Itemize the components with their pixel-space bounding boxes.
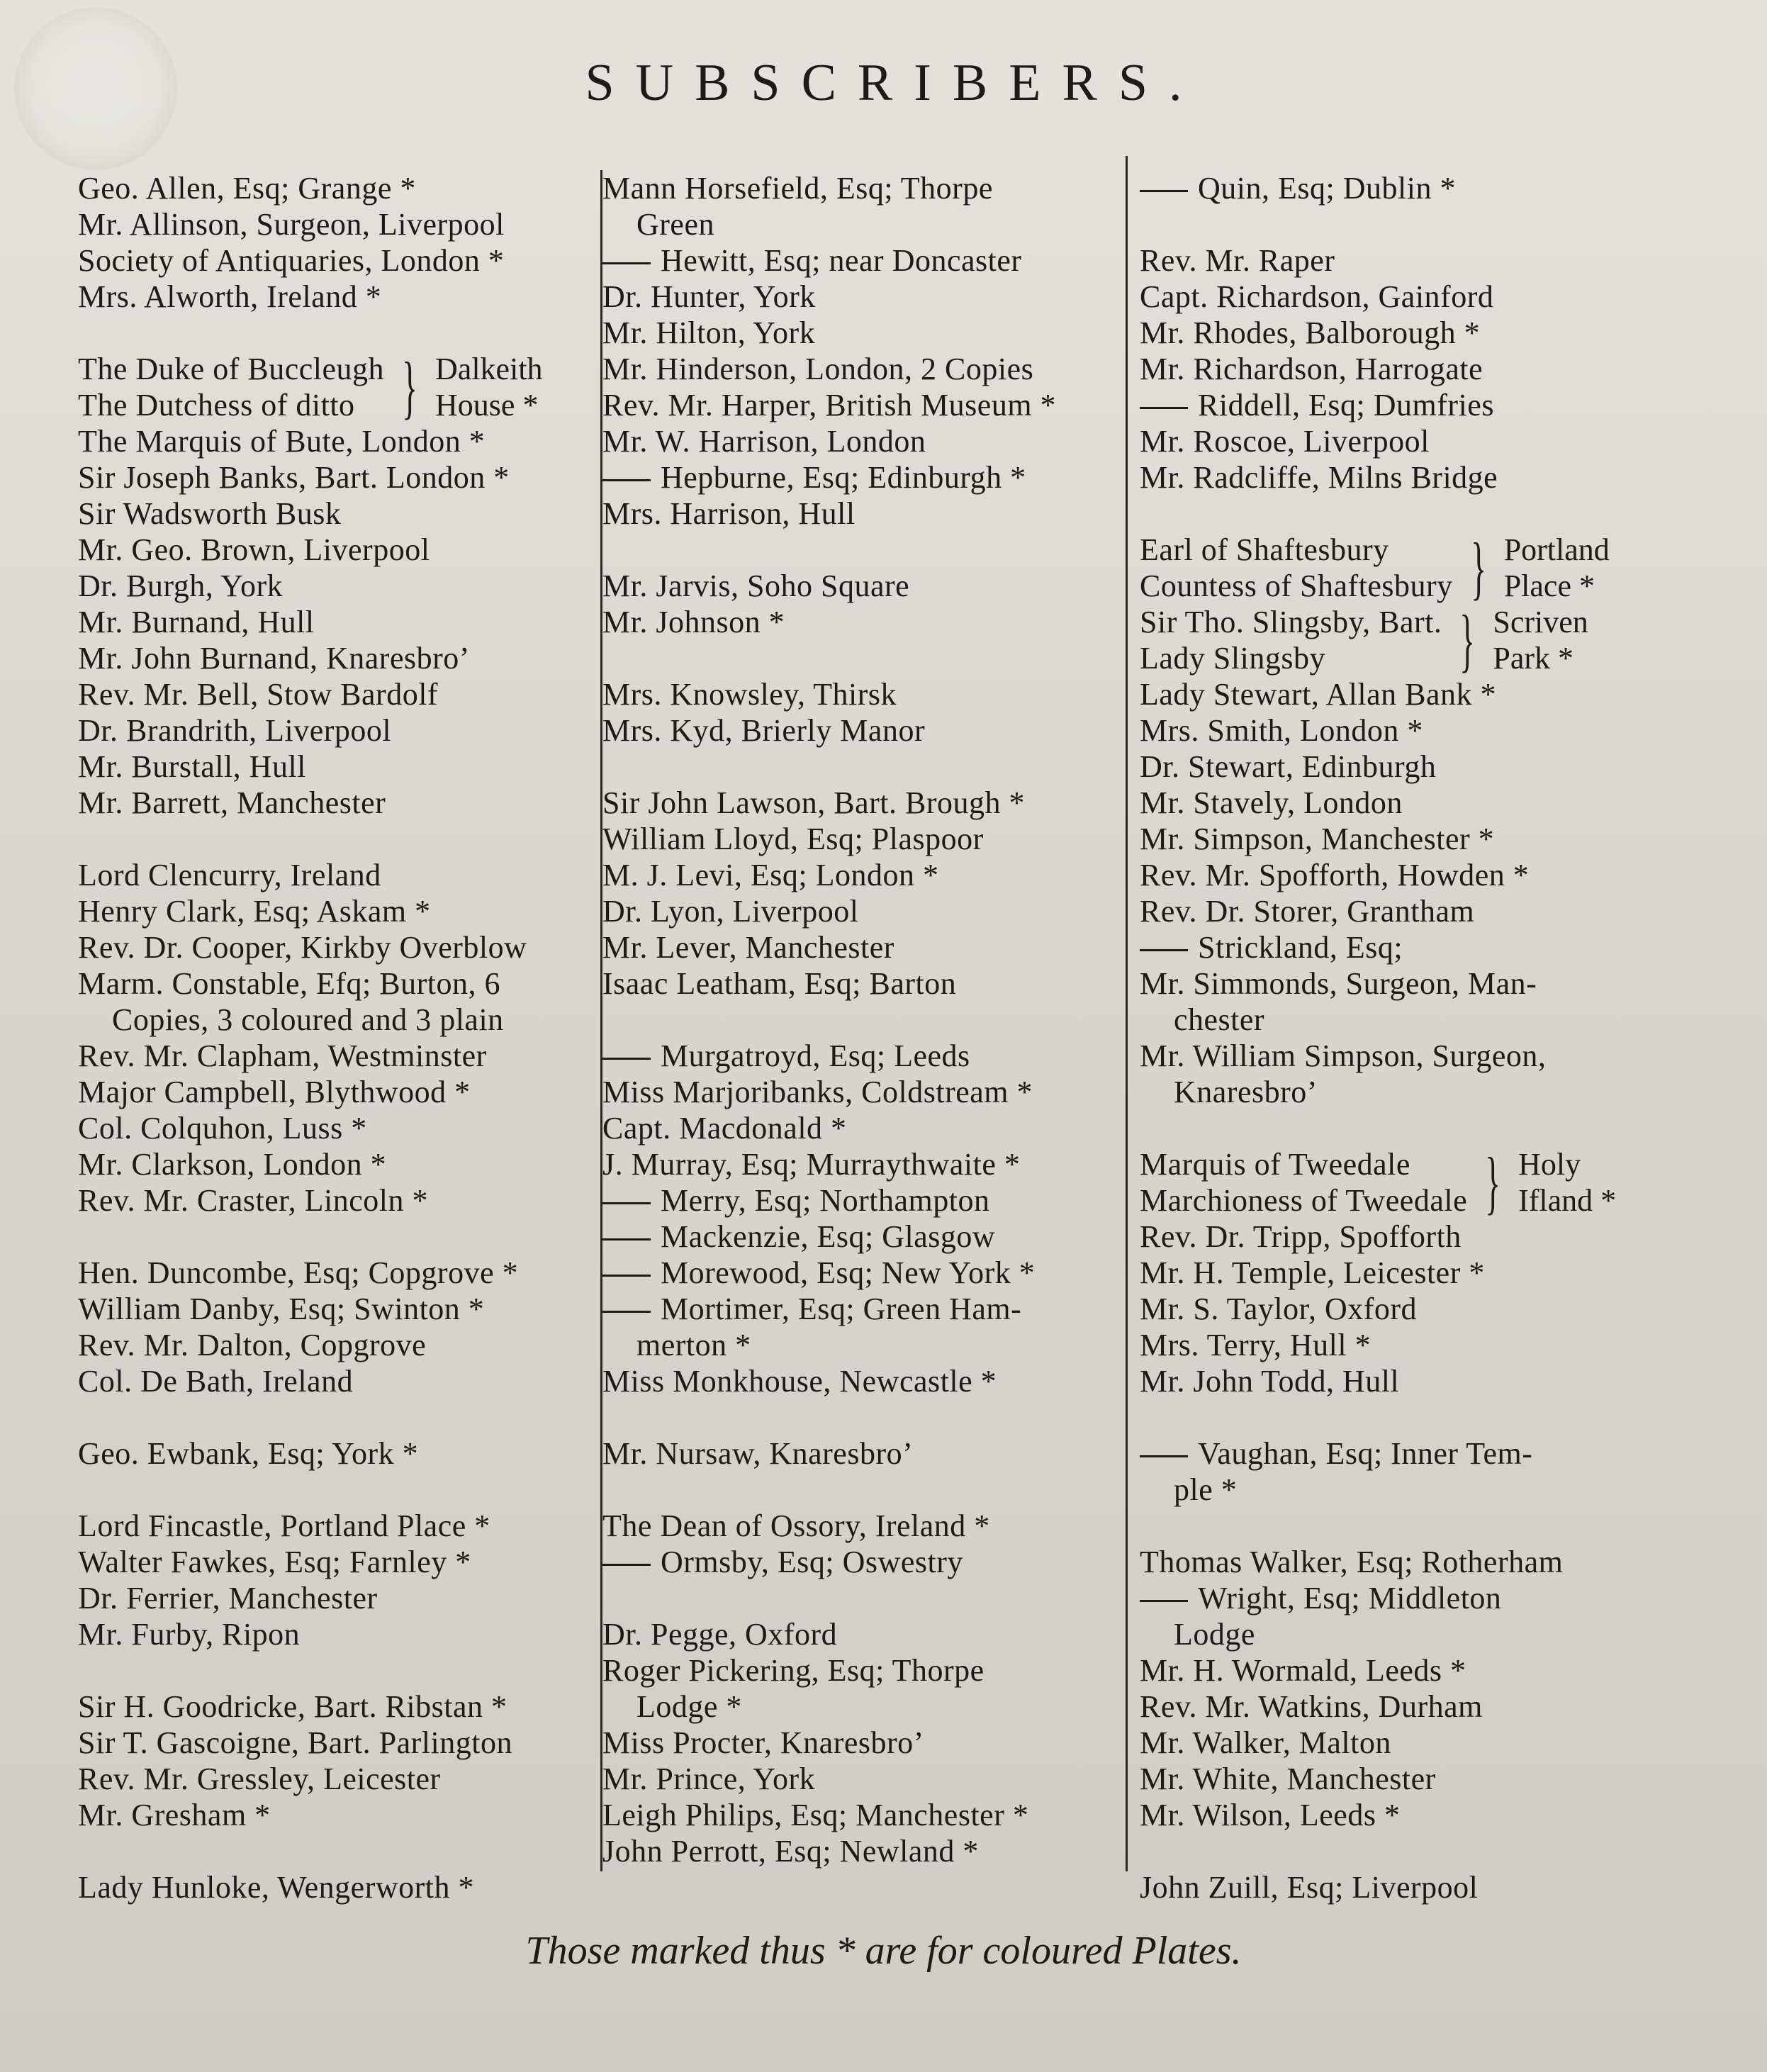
subscriber-entry: Mrs. Alworth, Ireland * [78, 279, 382, 314]
subscriber-entry: Sir Wadsworth Busk [78, 496, 342, 531]
group-place: Park * [1493, 641, 1574, 676]
subscriber-entry: Sir Tho. Slingsby, Bart. [1140, 605, 1442, 639]
subscriber-entry: Mr. Simpson, Manchester * [1140, 822, 1495, 856]
subscriber-entry: Rev. Dr. Tripp, Spofforth [1140, 1219, 1462, 1254]
subscriber-entry [602, 1291, 1120, 1363]
subscriber-entry: Rev. Mr. Spofforth, Howden * [1140, 858, 1530, 892]
dash-rule [602, 1058, 651, 1060]
subscriber-entry: M. J. Levi, Esq; London * [602, 858, 939, 892]
dash-rule [1140, 1600, 1188, 1602]
subscriber-entry: Mr. Johnson * [602, 605, 785, 639]
subscriber-group [1140, 528, 1678, 607]
subscriber-entry: Mrs. Knowsley, Thirsk [602, 677, 897, 712]
subscriber-entry: William Danby, Esq; Swinton * [78, 1292, 485, 1326]
entry-continuation: Lodge * [636, 1689, 742, 1724]
entry-line: Marm. Constable, Efq; Burton, 6 [78, 966, 500, 1001]
subscriber-entry: Henry Clark, Esq; Askam * [78, 894, 431, 929]
subscriber-entry [1140, 1435, 1678, 1508]
subscriber-entry: Dr. Pegge, Oxford [602, 1617, 838, 1652]
subscriber-entry: Sir John Lawson, Bart. Brough * [602, 785, 1026, 820]
entry-line: Mr. William Simpson, Surgeon, [1140, 1038, 1547, 1073]
subscriber-entry: Mrs. Harrison, Hull [602, 496, 856, 531]
subscriber-entry: Miss Procter, Knaresbro’ [602, 1725, 924, 1760]
subscriber-entry: Rev. Mr. Gressley, Leicester [78, 1762, 441, 1796]
entry-line: Vaughan, Esq; Inner Tem- [1198, 1436, 1533, 1471]
subscriber-entry: Dr. Ferrier, Manchester [78, 1581, 378, 1615]
entry-text: Riddell, Esq; Dumfries [1198, 388, 1494, 422]
subscriber-entry: Mr. H. Wormald, Leeds * [1140, 1653, 1466, 1688]
subscriber-entry: Dr. Burgh, York [78, 569, 284, 603]
subscriber-entry [602, 1652, 1120, 1725]
subscriber-entry [1140, 1580, 1678, 1652]
entry-text: Hewitt, Esq; near Doncaster [661, 243, 1022, 278]
entry-line: Wright, Esq; Middleton [1198, 1581, 1502, 1615]
group-place: Holy [1518, 1147, 1581, 1182]
subscriber-entry: Rev. Mr. Dalton, Copgrove [78, 1328, 427, 1362]
entry-continuation: chester [1174, 1002, 1265, 1037]
entry-text: Quin, Esq; Dublin * [1198, 171, 1456, 206]
subscriber-entry: Isaac Leatham, Esq; Barton [602, 966, 957, 1001]
subscriber-entry: Rev. Mr. Craster, Lincoln * [78, 1183, 429, 1218]
dash-rule [602, 1311, 651, 1313]
brace-glyph: } [402, 347, 417, 426]
column-1 [78, 170, 617, 1905]
subscriber-entry: Mr. Rhodes, Balborough * [1140, 315, 1481, 350]
subscriber-entry: Mr. John Burnand, Knaresbro’ [78, 641, 470, 676]
subscriber-entry: Miss Marjoribanks, Coldstream * [602, 1075, 1033, 1109]
subscriber-entry: Sir T. Gascoigne, Bart. Parlington [78, 1725, 512, 1760]
subscriber-entry: John Perrott, Esq; Newland * [602, 1834, 979, 1869]
dash-rule [1140, 407, 1188, 409]
group-place: Scriven [1493, 605, 1588, 639]
subscriber-entry: Mr. Geo. Brown, Liverpool [78, 532, 430, 567]
subscriber-entry: Geo. Ewbank, Esq; York * [78, 1436, 419, 1471]
page-title: SUBSCRIBERS. [585, 54, 1204, 112]
subscriber-entry: Rev. Mr. Clapham, Westminster [78, 1038, 487, 1073]
group-place: Place * [1503, 569, 1595, 603]
subscriber-entry: Mr. Clarkson, London * [78, 1147, 387, 1182]
entry-text: Ormsby, Esq; Oswestry [661, 1545, 963, 1579]
subscriber-entry [602, 170, 1120, 242]
entry-continuation: Green [636, 207, 714, 242]
subscriber-entry [1140, 965, 1678, 1038]
subscriber-entry: Countess of Shaftesbury [1140, 569, 1453, 603]
subscriber-entry: Mr. Burstall, Hull [78, 749, 306, 784]
subscriber-entry: Marquis of Tweedale [1140, 1147, 1410, 1182]
subscriber-entry [1140, 387, 1678, 423]
subscriber-entry: Mr. Hilton, York [602, 315, 816, 350]
subscriber-entry: Mr. Prince, York [602, 1762, 816, 1796]
subscriber-entry: Mr. W. Harrison, London [602, 424, 926, 459]
subscriber-entry: Hen. Duncombe, Esq; Copgrove * [78, 1255, 519, 1290]
subscriber-entry: Mr. Furby, Ripon [78, 1617, 301, 1652]
subscriber-entry [1140, 170, 1678, 206]
dash-rule [1140, 190, 1188, 192]
subscriber-entry: Miss Monkhouse, Newcastle * [602, 1364, 997, 1399]
subscriber-entry: Sir H. Goodricke, Bart. Ribstan * [78, 1689, 507, 1724]
subscriber-entry: Leigh Philips, Esq; Manchester * [602, 1798, 1029, 1832]
subscriber-entry: Major Campbell, Blythwood * [78, 1075, 471, 1109]
subscriber-entry: Dr. Stewart, Edinburgh [1140, 749, 1437, 784]
dash-rule [1140, 949, 1188, 951]
subscriber-entry: William Lloyd, Esq; Plaspoor [602, 822, 984, 856]
entry-continuation: ple * [1174, 1472, 1238, 1507]
subscriber-entry: Rev. Mr. Bell, Stow Bardolf [78, 677, 439, 712]
subscriber-entry: The Marquis of Bute, London * [78, 424, 486, 459]
column-rule-right [1126, 156, 1128, 1871]
subscriber-entry [1140, 1038, 1678, 1110]
subscriber-entry: Capt. Macdonald * [602, 1111, 847, 1146]
dash-rule [602, 262, 651, 264]
subscriber-entry: Mr. Radcliffe, Milns Bridge [1140, 460, 1498, 495]
entry-text: Murgatroyd, Esq; Leeds [661, 1038, 970, 1073]
subscriber-entry: Mr. Jarvis, Soho Square [602, 569, 910, 603]
subscriber-entry [602, 1544, 1120, 1580]
subscriber-group [1140, 1143, 1678, 1221]
subscriber-entry [602, 1182, 1120, 1219]
subscriber-entry: Sir Joseph Banks, Bart. London * [78, 460, 510, 495]
dash-rule [1140, 1455, 1188, 1457]
group-place: Dalkeith [435, 352, 543, 386]
dash-rule [602, 479, 651, 481]
group-place: House * [435, 388, 539, 422]
subscriber-entry: Thomas Walker, Esq; Rotherham [1140, 1545, 1564, 1579]
subscriber-entry: Mr. Barrett, Manchester [78, 785, 386, 820]
subscriber-entry: Capt. Richardson, Gainford [1140, 279, 1494, 314]
subscriber-entry: Lord Fincastle, Portland Place * [78, 1508, 490, 1543]
entry-text: Hepburne, Esq; Edinburgh * [661, 460, 1026, 495]
subscriber-entry: Rev. Mr. Raper [1140, 243, 1335, 278]
subscriber-entry: John Zuill, Esq; Liverpool [1140, 1870, 1479, 1905]
subscriber-entry: Mr. Hinderson, London, 2 Copies [602, 352, 1034, 386]
subscriber-entry [602, 459, 1120, 495]
dash-rule [602, 1202, 651, 1204]
subscriber-entry: Earl of Shaftesbury [1140, 532, 1389, 567]
subscriber-entry: Mr. H. Temple, Leicester * [1140, 1255, 1485, 1290]
subscriber-entry: Mr. S. Taylor, Oxford [1140, 1292, 1418, 1326]
subscriber-entry: Mr. Roscoe, Liverpool [1140, 424, 1430, 459]
brace-glyph: } [1470, 528, 1486, 607]
subscriber-entry: Mr. Gresham * [78, 1798, 271, 1832]
entry-continuation: Lodge [1174, 1617, 1255, 1652]
subscriber-entry: Mr. Richardson, Harrogate [1140, 352, 1483, 386]
entry-text: Strickland, Esq; [1198, 930, 1403, 965]
subscriber-entry: Rev. Dr. Storer, Grantham [1140, 894, 1475, 929]
subscriber-entry: Mrs. Kyd, Brierly Manor [602, 713, 926, 748]
brace-glyph: } [1485, 1143, 1500, 1221]
subscriber-entry: The Dutchess of ditto [78, 388, 355, 422]
entry-line: Mortimer, Esq; Green Ham- [661, 1292, 1022, 1326]
footnote: Those marked thus * are for coloured Plates. [525, 1929, 1242, 1973]
subscriber-entry [602, 242, 1120, 279]
entry-text: Merry, Esq; Northampton [661, 1183, 990, 1218]
brace-glyph: } [1459, 600, 1476, 679]
subscriber-entry: Walter Fawkes, Esq; Farnley * [78, 1545, 471, 1579]
subscriber-entry [78, 965, 617, 1038]
subscriber-group [1140, 600, 1678, 679]
dash-rule [602, 1564, 651, 1566]
subscriber-entry [602, 1038, 1120, 1074]
subscriber-entry: Society of Antiquaries, London * [78, 243, 505, 278]
subscriber-entry: Mrs. Smith, London * [1140, 713, 1423, 748]
entry-continuation: Copies, 3 coloured and 3 plain [112, 1002, 504, 1037]
entry-continuation: merton * [636, 1328, 751, 1362]
subscriber-entry: Mrs. Terry, Hull * [1140, 1328, 1371, 1362]
subscriber-entry: J. Murray, Esq; Murraythwaite * [602, 1147, 1021, 1182]
subscriber-entry [602, 1219, 1120, 1255]
subscriber-entry: The Duke of Buccleugh [78, 352, 385, 386]
subscriber-entry: Dr. Hunter, York [602, 279, 816, 314]
subscriber-entry: The Dean of Ossory, Ireland * [602, 1508, 990, 1543]
column-3 [1140, 170, 1678, 1905]
group-place: Portland [1503, 532, 1610, 567]
subscriber-entry: Rev. Mr. Watkins, Durham [1140, 1689, 1483, 1724]
entry-text: Morewood, Esq; New York * [661, 1255, 1036, 1290]
subscriber-entry: Rev. Dr. Cooper, Kirkby Overblow [78, 930, 527, 965]
subscriber-entry: Rev. Mr. Harper, British Museum * [602, 388, 1057, 422]
entry-text: Mackenzie, Esq; Glasgow [661, 1219, 996, 1254]
dash-rule [602, 1275, 651, 1277]
subscriber-entry: Dr. Lyon, Liverpool [602, 894, 859, 929]
subscriber-entry: Lady Slingsby [1140, 641, 1325, 676]
subscriber-entry: Lady Stewart, Allan Bank * [1140, 677, 1497, 712]
entry-line: Roger Pickering, Esq; Thorpe [602, 1653, 985, 1688]
subscriber-group [78, 347, 617, 426]
subscriber-entry: Dr. Brandrith, Liverpool [78, 713, 392, 748]
subscriber-entry: Mr. John Todd, Hull [1140, 1364, 1400, 1399]
subscriber-entry: Mr. Allinson, Surgeon, Liverpool [78, 207, 505, 242]
subscriber-entry: Marchioness of Tweedale [1140, 1183, 1468, 1218]
subscriber-entry: Mr. Stavely, London [1140, 785, 1403, 820]
subscriber-entry: Lord Clencurry, Ireland [78, 858, 381, 892]
column-2 [602, 170, 1120, 1869]
subscriber-entry: Mr. Nursaw, Knaresbro’ [602, 1436, 914, 1471]
subscriber-entry: Mr. White, Manchester [1140, 1762, 1436, 1796]
subscriber-entry: Lady Hunloke, Wengerworth * [78, 1870, 475, 1905]
entry-line: Mann Horsefield, Esq; Thorpe [602, 171, 993, 206]
entry-line: Mr. Simmonds, Surgeon, Man- [1140, 966, 1537, 1001]
dash-rule [602, 1238, 651, 1241]
group-place: Ifland * [1518, 1183, 1617, 1218]
subscriber-entry: Mr. Burnand, Hull [78, 605, 315, 639]
entry-continuation: Knaresbro’ [1174, 1075, 1318, 1109]
subscriber-entry: Col. De Bath, Ireland [78, 1364, 354, 1399]
subscriber-entry: Mr. Lever, Manchester [602, 930, 894, 965]
subscriber-entry: Col. Colquhon, Luss * [78, 1111, 367, 1146]
subscriber-entry [602, 1255, 1120, 1291]
subscriber-entry: Mr. Wilson, Leeds * [1140, 1798, 1401, 1832]
subscriber-entry [1140, 929, 1678, 965]
subscriber-entry: Mr. Walker, Malton [1140, 1725, 1391, 1760]
subscriber-entry: Geo. Allen, Esq; Grange * [78, 171, 416, 206]
